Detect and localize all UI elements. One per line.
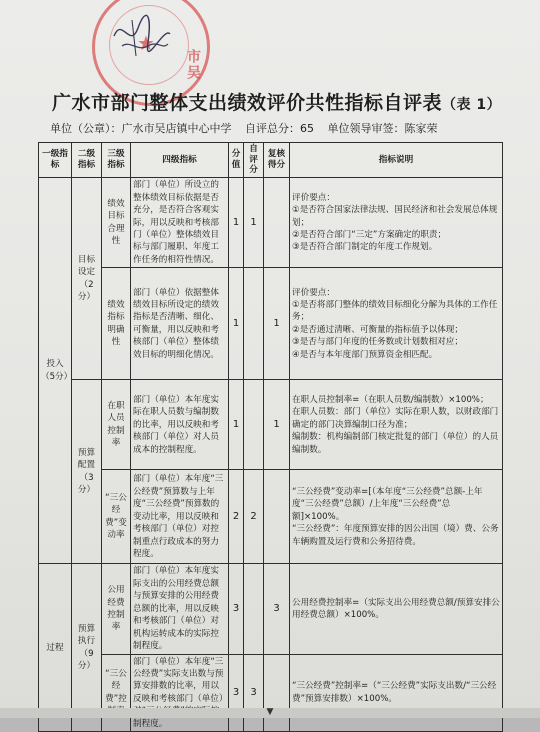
self-score-cell: [244, 564, 264, 654]
explain-line: ①是否将部门整体的绩效目标细化分解为具体的工作任务；: [292, 299, 498, 323]
level4-cell: 部门（单位）本年度实际在职人员数与编制数的比率，用以反映和考核部门（单位）对人员成本的控制程度。: [131, 380, 229, 470]
review-score-cell: [264, 654, 290, 732]
explain-line: “三公经费”变动率=[（本年度“三公经费”总额-上年度“三公经费”总额）/上年度“三公经费”总额]×100%。: [292, 486, 483, 522]
explain-cell: [290, 380, 503, 470]
header-cell: 四级指标: [131, 143, 229, 178]
level3-cell: 绩效指标明确性: [102, 268, 131, 380]
level2-cell: 目标设定（2分）: [72, 178, 102, 380]
review-score-cell: 3: [264, 564, 290, 654]
self-score-total: 自评总分：65: [245, 122, 314, 135]
table-row: [39, 380, 503, 470]
level4-cell: 部门（单位）本年度实际支出的公用经费总额与预算安排的公用经费总额的比率，用以反映和考核部门（单位）对机构运转成本的实际控制程度。: [131, 564, 229, 654]
table-row: [39, 268, 503, 380]
unit-name: 单位（公章）：广水市吴店镇中心中学: [50, 122, 232, 135]
review-score-cell: 1: [264, 380, 290, 470]
header-cell: 指标说明: [290, 143, 503, 178]
title-main: 广水市部门整体支出绩效评价共性指标自评表: [52, 92, 443, 114]
level3-cell: “三公经费”控: [102, 654, 131, 732]
self-score-cell: 2: [244, 470, 264, 564]
explain-line: 评价要点：: [292, 192, 335, 203]
explain-line: ①是否符合国家法律法规、国民经济和社会发展总体规划；: [292, 205, 498, 228]
seal-star-icon: ★: [137, 31, 155, 55]
score-cell: 1: [229, 268, 244, 380]
level1-cell: 过程: [39, 564, 72, 732]
score-cell: 3: [229, 564, 244, 654]
explain-line: 在职人员控制率=（在职人员数/编制数）×100%；: [292, 394, 489, 405]
table-row: [39, 564, 503, 654]
header-cell: 一级指标: [39, 143, 72, 178]
explain-line: ④是否与本年度部门预算资金相匹配。: [292, 349, 438, 360]
leader-signoff: 单位领导审签：陈家荣: [327, 122, 438, 135]
table-row: [39, 470, 503, 564]
level3-cell: 在职人员控制率: [102, 380, 131, 470]
seal-text: 市吴: [185, 49, 201, 81]
level3-cell: 公用经费控制率: [102, 564, 131, 654]
score-cell: 2: [229, 470, 244, 564]
self-score-cell: [244, 380, 264, 470]
self-score-cell: 1: [244, 178, 264, 268]
explain-line: ②是否通过清晰、可衡量的指标值予以体现；: [292, 324, 463, 335]
explain-cell: [290, 470, 503, 564]
explain-line: ③是否符合部门制定的年度工作规划。: [292, 242, 438, 253]
level3-cell: 绩效目标合理性: [102, 178, 131, 268]
meta-line: [50, 120, 530, 136]
title-tag: （表 1）: [442, 97, 502, 113]
level4-cell: 部门（单位）所设立的整体绩效目标依据是否充分，是否符合客观实际，用以反映和考核部门（单位）整体绩效目标与部门履职、年度工作任务的相符性情况。: [131, 178, 229, 268]
explain-line: 公用经费控制率=（实际支出公用经费总额/预算安排公用经费总额）×100%。: [292, 597, 500, 620]
header-cell: 二级指标: [72, 143, 102, 178]
level3-cell: “三公经费”变动率: [102, 470, 131, 564]
level1-cell: 投入（5分）: [39, 178, 72, 564]
score-cell: 3: [229, 654, 244, 732]
review-score-cell: 1: [264, 268, 290, 380]
explain-line: ②是否符合部门“三定”方案确定的职责；: [292, 230, 447, 241]
explain-line: 在职人员数：部门（单位）实际在职人数，以财政部门确定的部门决算编制口径为准；: [292, 407, 499, 430]
score-cell: 1: [229, 380, 244, 470]
explain-cell: [290, 654, 503, 732]
explain-line: “三公经费”控制率=（“三公经费”实际支出数/“三公经费”预算安排数）×100%。: [292, 681, 497, 704]
explain-cell: [290, 178, 503, 268]
explain-line: 评价要点：: [292, 287, 335, 298]
level2-cell: 预算配置（3分）: [72, 380, 102, 564]
table-row: [39, 178, 503, 268]
scroll-down-icon[interactable]: ▼: [266, 707, 274, 717]
level4-cell: 部门（单位）本年度“三公经费”实际支出数与预算安排数的比率，用以反映和考核部门（单位） 制程度。: [131, 654, 229, 732]
explain-line: 编制数：机构编制部门核定批复的部门（单位）的人员编制数。: [292, 432, 499, 455]
level4-cell: 部门（单位）本年度“三公经费”预算数与上年度“三公经费”预算数的变动比率，用以反映和考核部门（单位）对控制重点行政成本的努力程度。: [131, 470, 229, 564]
header-cell: 三级指标: [102, 143, 131, 178]
explain-cell: [290, 564, 503, 654]
level4-cell: 部门（单位）依据整体绩效目标所设定的绩效指标是否清晰、细化、可衡量，用以反映和考核部门（单位）整体绩效目标的明细化情况。: [131, 268, 229, 380]
explain-cell: [290, 268, 503, 380]
indicator-table: [38, 142, 503, 732]
table-header-row: [39, 143, 503, 178]
score-cell: 1: [229, 178, 244, 268]
page-title: [52, 88, 522, 115]
explain-line: ③是否与部门年度的任务数或计划数相对应；: [292, 337, 463, 348]
handwritten-signature: [108, 6, 178, 66]
self-score-cell: 3: [244, 654, 264, 732]
header-cell: 自评分: [244, 143, 264, 178]
header-cell: 分值: [229, 143, 244, 178]
review-score-cell: [264, 470, 290, 564]
explain-line: “三公经费”：年度预算安排的因公出国（境）费、公务车辆购置及运行费和公务招待费。: [292, 524, 499, 547]
review-score-cell: [264, 178, 290, 268]
table-row: [39, 654, 503, 732]
level2-cell: 预算执行（9分）: [72, 564, 102, 732]
header-cell: 复核得分: [264, 143, 290, 178]
self-score-cell: [244, 268, 264, 380]
